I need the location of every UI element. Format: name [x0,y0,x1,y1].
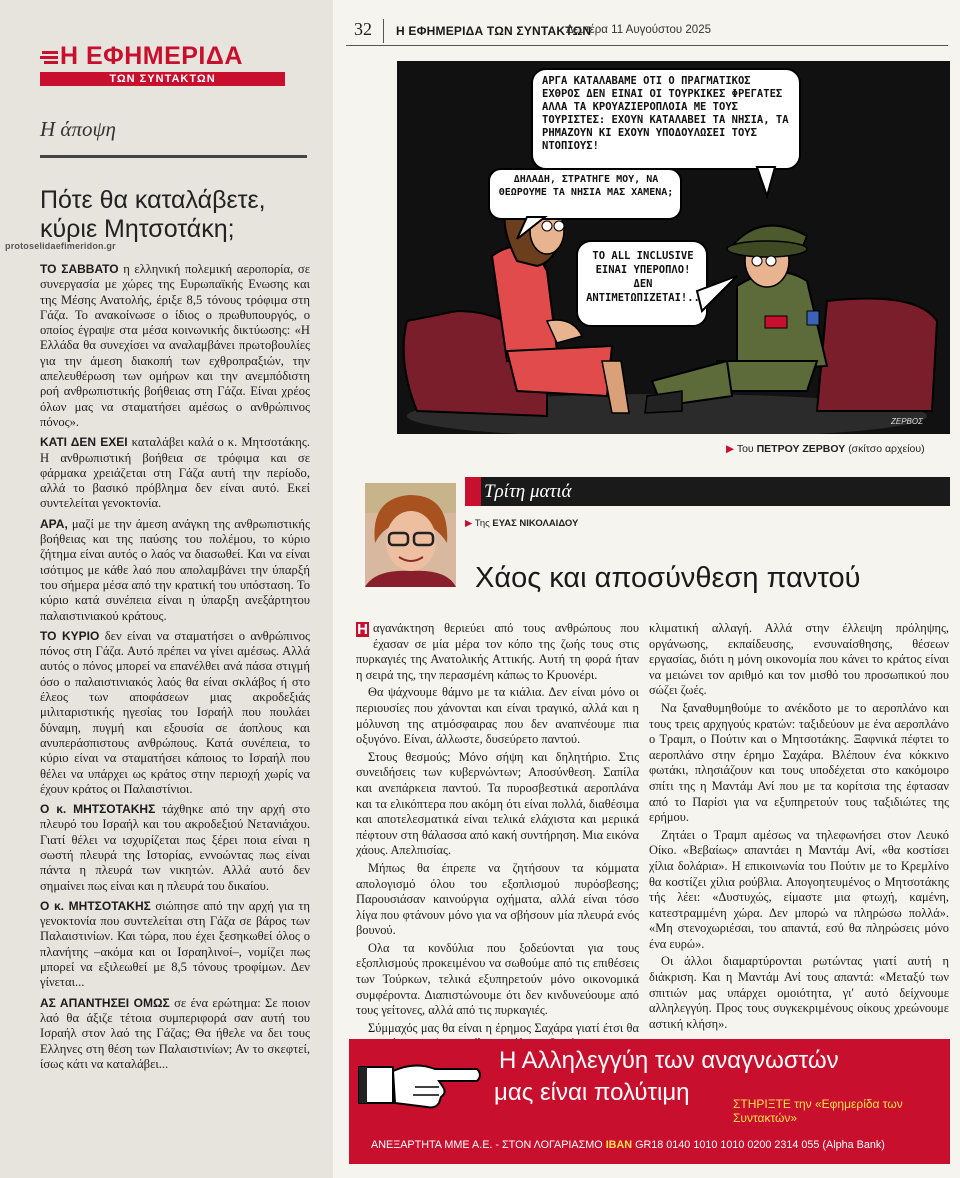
source-watermark: protoselidaefimeridon.gr [5,241,116,251]
column-paragraph: Ολα τα κονδύλια που ξοδεύονται για τους εξοπλισμούς προκειμένου να σωθούμε από τις επιθέσεις των Τούρκων, τελικά εξυπηρετούν μόνο οικονομικά συμφέροντα. Διαπιστώνουμε ότι δεν κινδυνεύουμε από τους γείτονες, αλλά από τις πυρκαγιές. [356,940,639,1018]
column-paragraph: Θα ψάχνουμε θάμνο με τα κιάλια. Δεν είναι μόνο οι περιουσίες που χάνονται και είναι τραγικό, αλλά και η μόλυνση της ατμόσφαιρας που δεν αναπνέουμε πια οξυγόνο. Είναι, άλλωστε, δυσεύρετο παντού. [356,685,639,747]
paragraph-lead: ΚΑΤΙ ΔΕΝ ΕΧΕΙ [40,435,128,450]
section-divider [40,155,307,158]
paragraph-lead: ΤΟ ΣΑΒΒΑΤΟ [40,262,119,276]
cartoon [397,61,950,434]
paragraph-text: η ελληνική πολεμική αεροπορία, σε συνεργασία με χώρες της Ευρωπαϊκής Ενωσης και της Μέσης Ανατολής, έριξε 8,5 τόνους τρόφιμα στη Γάζα. Το ανακοίνωσε ο ίδιος ο πρωθυπουργός, ο οποίος έγραψε στα μέσα κοινωνικής δικτύωσης: «Η Ελλάδα θα συνεχίσει να αναλαμβάνει πρωτοβουλίες για την άμεση διακοπή των εχθροπραξιών, την απελευθέρωση των ομήρων και την ανεμπόδιστη ροή ανθρωπιστικής βοήθειας στη Γάζα. Είναι χρέος όλων μας να σταματήσει αμέσως ο ανθρώπινος πόνος». [40,262,310,429]
editorial-paragraph [40,996,310,1072]
page-number: 32 [354,19,372,39]
cartoon-credit [726,443,925,455]
speed-stripes-icon [40,50,58,66]
column-text-left [356,621,639,1054]
bank-name: (Alpha Bank) [822,1139,885,1151]
cartoon-signature: ΖΕΡΒΟΣ [891,417,923,426]
column-title: Τρίτη ματιά [484,481,572,502]
iban-label: IBAN [605,1139,633,1151]
header-paper-name: Η ΕΦΗΜΕΡΙΔΑ ΤΩΝ ΣΥΝΤΑΚΤΩΝ [396,24,592,38]
editorial-paragraph [40,435,310,511]
column-paragraph: Να ξαναθυμηθούμε το ανέκδοτο με το αεροπλάνο και τους τρεις αρχηγούς κρατών: ταξιδεύουν με ένα αεροπλάνο ο Τραμπ, ο Πούτιν και ο Μητσοτάκης. Ξαφνικά πέφτει το αεροπλάνο στην έρημο Σαχάρα. Βλέπουν ένα κόκκινο φωτάκι, πλησιάζουν και τους υποδέχεται στο κακόμοιρο σπίτι της η Μαντάμ Ανί που με τα κορίτσια της έφτασαν από το Παρίσι για να εξυπηρετούν τους ταξιδιώτες της ερήμου. [649,700,949,825]
credit-prefix: Του [736,443,754,455]
paragraph-lead: ΑΡΑ, [40,516,68,531]
editorial-headline: Πότε θα καταλάβετε, κύριε Μητσοτάκη; [40,186,266,243]
left-column [0,0,333,1178]
header-rule [346,45,948,46]
column-paragraph: Μήπως θα έπρεπε να ζητήσουν τα κόμματα απολογισμό όλου του εξοπλισμού πυρόσβεσης; Παρουσιάσαν καινούργια οχήματα, αλλά είναι τόσο λίγα που φτάνουν μόνο για να σβήσουν μία πλευρά ενός βουνού. [356,860,639,938]
triangle-icon: ▶ [465,518,473,529]
editorial-paragraph [40,262,310,430]
speech-bubble-general-2: ΤΟ ALL INCLUSIVE ΕΙΝΑΙ ΥΠΕΡΟΠΛΟ! ΔΕΝ ΑΝΤΙΜΕΤΩΠΙΖΕΤΑΙ!.. [586,250,700,304]
editorial-body [40,262,310,1077]
column-paragraph: Σύμμαχός μας θα είναι η έρημος Σαχάρα γιατί έτσι θα [368,1020,639,1035]
paragraph-text: τάχθηκε από την αρχή στο πλευρό του Ισραήλ και του ακροδεξιού Νετανιάχου. Γιατί θέλει να ισχυρίζεται πως ξέρει ποια είναι η σωστή πλευρά της Ιστορίας, εννοώντας πως είναι πάντα η πλευρά των νικητών. Αλλά αυτό δεν σημαίνει πως είναι και η πλευρά του δικαίου. [40,802,310,893]
drop-cap: Η [357,621,368,638]
paragraph-text: σε ένα ερώτημα: Σε ποιον λαό θα άξιζε τέτοια συμπεριφορά σαν αυτή του Ισραήλ στον λαό της Γάζας; Θα ήθελε να δει τους Ελληνες στη θέση των Παλαιστινίων; Αν το σκεφτεί, ίσως κάτι να καταλάβει... [40,995,310,1071]
column-byline [465,518,578,529]
paragraph-text: μαζί με την άμεση ανάγκη της ανθρωπιστικής βοήθειας και της παύσης του πολέμου, το κύριο ζήτημα είναι αυτός ο λαός να διασωθεί. Και να είναι ισότιμος με κάθε λαό που απολαμβάνει την ύπαρξή του σήμερα μέσα από την κρατική του υπόσταση. Το κύριο κατά συνέπεια είναι η ύπαρξη ανεξάρτητου παλαιστινιακού κράτους. [40,516,310,623]
ad-support-text: ΣΤΗΡΙΞΤΕ την «Εφημερίδα των Συντακτών» [733,1097,903,1125]
editorial-paragraph [40,802,310,894]
column-paragraph: κλιματική αλλαγή. Αλλά στην έλλειψη πρόληψης, οργάνωσης, εκπαίδευσης, ενσυναίσθησης, θέσεων εργασίας, διότι η μόνη οικονομία που κάνει το κράτος είναι να μειώνει τον αριθμό και τον μισθό του προσωπικού που σώζει ζωές. [649,621,949,698]
speech-bubble-woman: ΔΗΛΑΔΗ, ΣΤΡΑΤΗΓΕ ΜΟΥ, ΝΑ ΘΕΩΡΟΥΜΕ ΤΑ ΝΗΣΙΑ ΜΑΣ ΧΑΜΕΝΑ; [498,174,674,198]
column-paragraph: Οι άλλοι διαμαρτύρονται ρωτώντας γιατί αυτή η διάκριση. Και η Μαντάμ Ανί τους απαντά: «Μεταξύ των σπιτιών μας υπάρχει ομοιότητα, γι' αυτό δείχνουμε αλληλεγγύη. Προς τους συγκεκριμένους οίκους χρεώνουμε αστική κλήση». [649,954,949,1031]
section-label: Η άποψη [40,117,116,141]
paragraph-text: δεν είναι να σταματήσει ο ανθρώπινος πόνος στη Γάζα. Αυτό πρέπει να γίνει αμέσως. Αλλά αυτός ο πόνος μπορεί να επανέλθει ανά πάσα στιγμή όσο ο παλαιστινιακός λαός θα είναι σκλάβος ή στο έλεος των αποφάσεων μιας ακροδεξιάς μιλιταριστικής ηγεσίας του Ισραήλ που πουλάει δύναμη, πυγμή και εξουσία σε άοπλους και ανυπεράσπιστους ανθρώπους. Κατά συνέπεια, το κύριο είναι να σταματήσει κάποιος το Ισραήλ που θέλει να υπάρχει ως κράτος στην περιοχή χωρίς να έχουν κράτος οι Παλαιστίνιοι. [40,628,310,796]
paragraph-lead: ΤΟ ΚΥΡΙΟ [40,628,100,643]
paragraph-lead: ΑΣ ΑΠΑΝΤΗΣΕΙ ΟΜΩΣ [40,995,170,1010]
logo-main-text: Η ΕΦΗΜΕΡΙΔΑ [60,42,243,70]
solidarity-ad[interactable] [349,1039,950,1164]
byline-name: ΕΥΑΣ ΝΙΚΟΛΑΙΔΟΥ [492,518,579,529]
editorial-paragraph [40,629,310,797]
logo-sub-text: ΤΩΝ ΣΥΝΤΑΚΤΩΝ [40,72,285,86]
editorial-paragraph [40,517,310,624]
byline-prefix: Της [474,518,490,529]
column-banner-accent [465,477,481,506]
column-headline: Χάος και αποσύνθεση παντού [475,562,861,594]
paragraph-text: σιώπησε από την αρχή για τη γενοκτονία που συντελείται στη Γάζα σε βάρος των Παλαιστινίων. Και τώρα, που έχει ξεσηκωθεί όλος ο πλανήτης –ακόμα και οι Ισραηλινοί–, νομίζει πως μπορεί να εξιλεωθεί με 8,5 τόνους τροφίμων. Δεν γίνεται... [40,898,310,990]
ad-bank-info [371,1139,885,1151]
header-divider [383,19,384,43]
iban-number: GR18 0140 1010 1010 0200 2314 055 [635,1139,820,1151]
paragraph-lead: Ο κ. ΜΗΤΣΟΤΑΚΗΣ [40,802,156,817]
ad-bottom-text: ΑΝΕΞΑΡΤΗΤΑ ΜΜΕ Α.Ε. - ΣΤΟΝ ΛΟΓΑΡΙΑΣΜΟ [371,1139,603,1151]
ad-headline-1: Η Αλληλεγγύη των αναγνωστών [499,1047,839,1074]
triangle-icon: ▶ [726,443,735,455]
paragraph-text: καταλάβει καλά ο κ. Μητσοτάκης. Η ανθρωπιστική βοήθεια σε τρόφιμα και σε φάρμακα χρειάζεται στη Γάζα αυτή την περίοδο, αλλά το βασικό πρόβλημα δεν είναι αυτό. Εκεί συντελείται γενοκτονία. [40,435,310,511]
paragraph-lead: Ο κ. ΜΗΤΣΟΤΑΚΗΣ [40,898,151,913]
credit-name: ΠΕΤΡΟΥ ΖΕΡΒΟΥ [756,443,846,455]
ad-headline-2: μας είναι πολύτιμη [494,1079,690,1106]
newspaper-logo [40,42,285,84]
speech-bubble-general: ΑΡΓΑ ΚΑΤΑΛΑΒΑΜΕ ΟΤΙ Ο ΠΡΑΓΜΑΤΙΚΟΣ ΕΧΘΡΟΣ ΔΕΝ ΕΙΝΑΙ ΟΙ ΤΟΥΡΚΙΚΕΣ ΦΡΕΓΑΤΕΣ ΑΛΛΑ ΤΑ ΚΡΟΥΑΖΙΕΡΟΠΛΟΙΑ ΜΕ ΤΟΥΣ ΤΟΥΡΙΣΤΕΣ: ΕΧΟΥΝ ΚΑΤΑΛΑΒΕΙ ΤΑ ΝΗΣΙΑ, ΤΑ ΡΗΜΑΖΟΥΝ ΚΙ ΕΧΟΥΝ ΥΠΟΔΟΥΛΩΣΕΙ ΤΟΥΣ ΝΤΟΠΙΟΥΣ! [542,75,789,152]
editorial-paragraph [40,899,310,991]
column-paragraph: Ζητάει ο Τραμπ αμέσως να τηλεφωνήσει στον Λευκό Οίκο. «Βεβαίως» απαντάει η Μαντάμ Ανί, «θα κοστίσει χίλια δολάρια». Η επικοινωνία του Πούτιν με το Κρεμλίνο θα κοστίζει χίλια ρούβλια. Απογοητευμένος ο Μητσοτάκης τής λέει: «Δυστυχώς, είμαστε μια φτωχή, καμένη, κατεστραμμένη χώρα. Δεν μπορώ να πληρώσω πολλά». «Μη στενοχωριέσαι, του απαντά, εσύ θα πληρώσεις μόνο ένα ευρώ». [649,827,949,951]
header-date: Δευτέρα 11 Αυγούστου 2025 [566,24,711,36]
author-photo [365,483,456,587]
pointing-hand-icon [355,1053,483,1115]
paragraph-text: αγανάκτηση θεριεύει από τους ανθρώπους που έχασαν σε μία μέρα τον κόπο της ζωής τους στις πυρκαγιές της Ανατολικής Αττικής. Αυτή τη φορά ήταν η σειρά της, την περασμένη κάπως το Κρυονέρι. [356,621,639,682]
column-text-right [649,621,949,1034]
credit-suffix: (σκίτσο αρχείου) [848,443,925,455]
column-paragraph [356,621,639,683]
column-paragraph: Στους θεσμούς; Μόνο σήψη και δηλητήριο. Στις συνειδήσεις των κυβερνώντων; Αποσύνθεση. Σαπίλα και ανεπάρκεια παντού. Τα πυροσβεστικά αεροπλάνα και τα ελικόπτερα που ακόμη ότι είναι πολλά, διαθέσιμα και αποτελεσματικά είναι τελικά ελάχιστα και μεριικά πέφτουν στη θάλασσα από κακή συντήρηση. Μια εικόνα χάους. Απελπισίας. [356,749,639,858]
